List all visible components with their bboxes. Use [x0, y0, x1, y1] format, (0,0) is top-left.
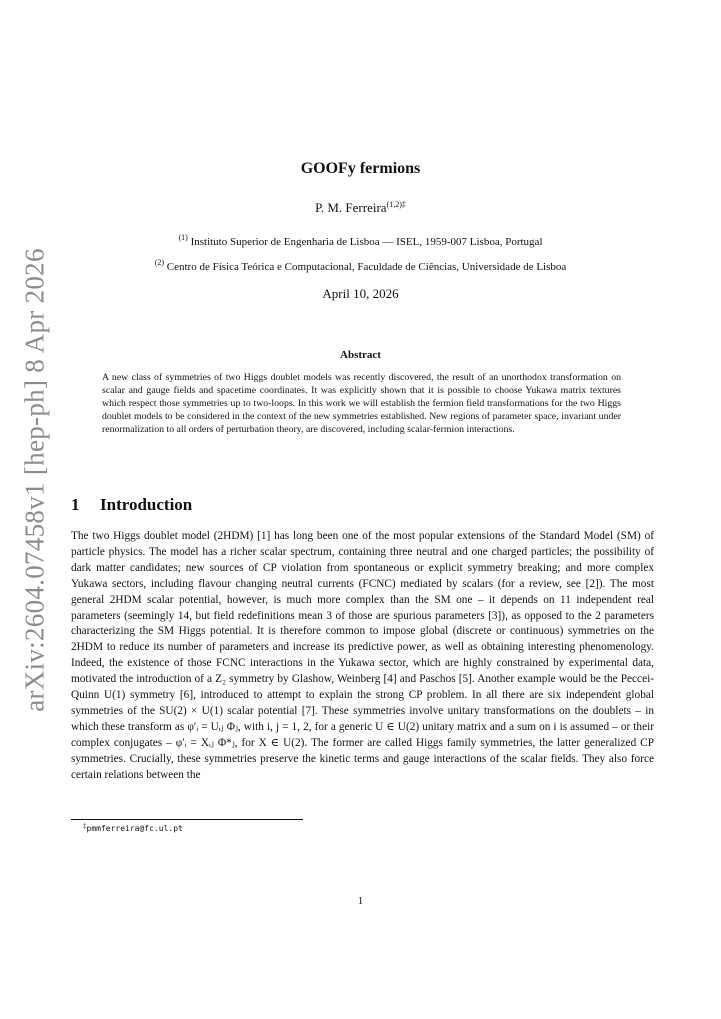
footnote	[83, 822, 183, 833]
paper-title: GOOFy fermions	[300, 160, 421, 177]
section-title: Introduction	[100, 495, 193, 514]
abstract-heading: Abstract	[340, 349, 381, 361]
affiliation-1	[0, 233, 721, 248]
affiliation-2	[0, 258, 721, 273]
author-name: P. M. Ferreira	[315, 200, 387, 215]
affiliation-1-mark: (1)	[178, 233, 188, 242]
arxiv-identifier: arXiv:2604.07458v1 [hep-ph] 8 Apr 2026	[19, 248, 50, 712]
section-heading	[71, 495, 192, 515]
author-affiliation-marks: (1,2)‡	[386, 200, 406, 209]
section-number: 1	[71, 495, 80, 514]
footnote-divider	[71, 819, 303, 820]
introduction-paragraph: The two Higgs doublet model (2HDM) [1] has long been one of the most popular extensions of the Standard Model (SM) of particle physics. The model has a richer scalar spectrum, containing three neutral and one charged particles; the possibility of dark matter candidates; new sources of CP violation from spontaneous or explicit symmetry breaking; and more complex Yukawa sectors, including flavour changing neutral currents (FCNC) mediated by scalars (for a review, see [2]). The most general 2HDM scalar potential, however, is much more complex than the SM one – it depends on 11 independent real parameters (seemingly 14, but field redefinitions mean 3 of those are spurious parameters [3]), as opposed to the 2 parameters characterizing the SM Higgs potential. It is therefore common to impose global (discrete or continuous) symmetries on the 2HDM to reduce its number of parameters and increase its predictive power, as well as obtaining interesting phenomenology. Indeed, the existence of those FCNC interactions in the Yukawa sector, which are highly constrained by experimental data, motivated the introduction of a Z₂ symmetry by Glashow, Weinberg [4] and Paschos [5]. Another example would be the Peccei-Quinn U(1) symmetry [6], introduced to attempt to explain the strong CP problem. In all there are six independent global symmetries of the SU(2) × U(1) scalar potential [7]. These symmetries involve unitary transformations on the doublets – in which these transform as φ′ᵢ = Uᵢⱼ Φⱼ, with i, j = 1, 2, for a generic U ∈ U(2) unitary matrix and a sum on i is assumed – or their complex conjugates – φ′ᵢ = Xᵢⱼ Φ*ⱼ, for X ∈ U(2). The former are called Higgs family symmetries, the latter generalized CP symmetries. Crucially, these symmetries preserve the kinetic terms and gauge interactions of the scalar fields. They also force certain relations between the	[71, 530, 654, 781]
footnote-email[interactable]: pmmferreira@fc.ul.pt	[86, 824, 183, 833]
footnote-mark: ‡	[83, 822, 87, 830]
author-line	[0, 200, 721, 216]
affiliation-1-text: Instituto Superior de Engenharia de Lisboa — ISEL, 1959-007 Lisboa, Portugal	[187, 236, 543, 248]
affiliation-2-text: Centro de Física Teórica e Computacional, Faculdade de Ciências, Universidade de Lisboa	[164, 261, 567, 273]
affiliation-2-mark: (2)	[154, 258, 165, 267]
paper-date: April 10, 2026	[322, 286, 399, 301]
page-number: 1	[357, 895, 364, 907]
abstract-text: A new class of symmetries of two Higgs doublet models was recently discovered, the result of an unorthodox transformation on scalar and gauge fields and spacetime coordinates. It was explicitly shown that it is possible to choose Yukawa matrix textures which respect those symmetries up to two-loops. In this work we will establish the fermion field transformations for the two Higgs doublet models to be considered in the context of the new symmetries established. New regions of parameter space, invariant under renormalization to all orders of perturbation theory, are discovered, including scalar-fermion interactions.	[102, 372, 621, 436]
